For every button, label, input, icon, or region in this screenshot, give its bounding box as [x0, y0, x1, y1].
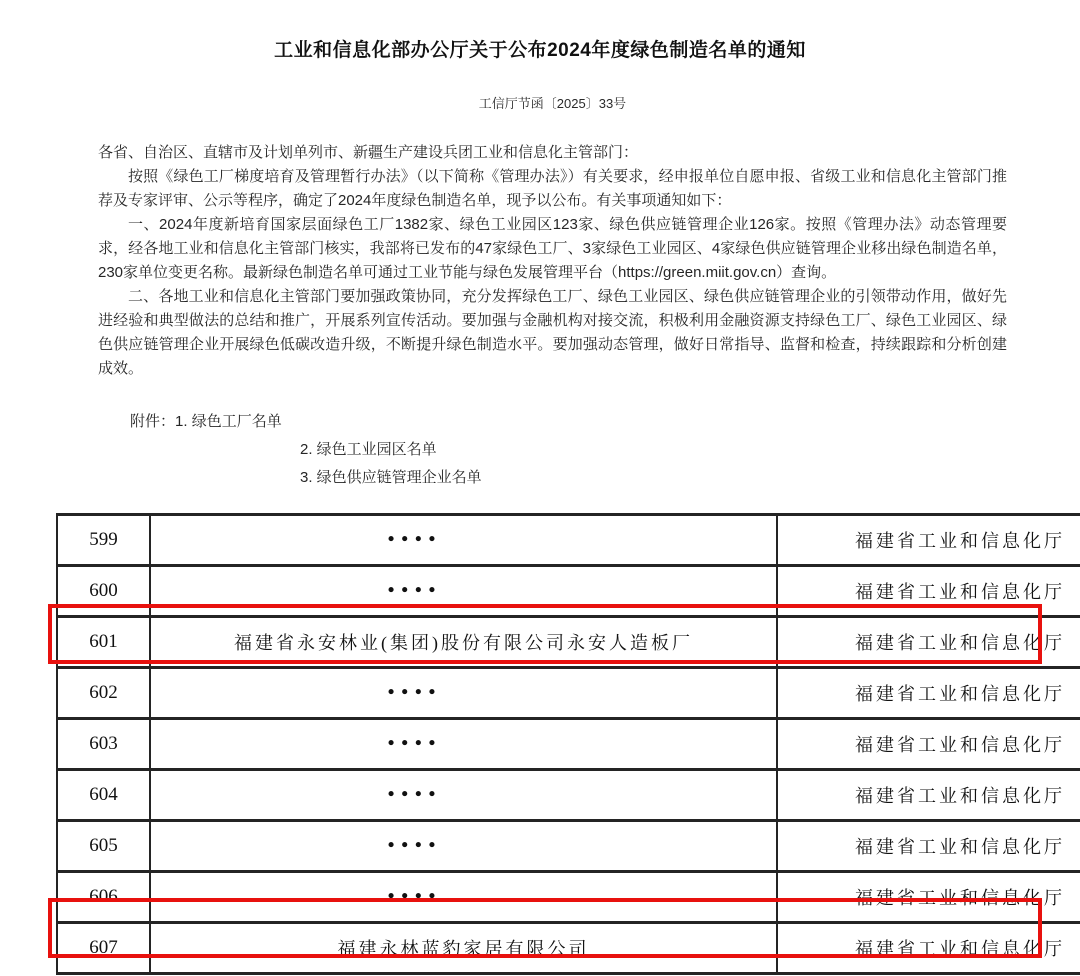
- company-name-cell: ••••: [150, 719, 777, 770]
- company-name-cell: ••••: [150, 668, 777, 719]
- attachment-item-3: 3. 绿色供应链管理企业名单: [300, 469, 482, 486]
- table-row: [57, 770, 1080, 821]
- company-name-cell: ••••: [150, 821, 777, 872]
- attachment-line-1: [130, 409, 1080, 434]
- province-department-cell: 福建省工业和信息化厅: [777, 821, 1080, 872]
- company-name-cell: ••••: [150, 566, 777, 617]
- table-row: [57, 668, 1080, 719]
- row-number-cell: 604: [57, 770, 150, 821]
- salutation-line: 各省、自治区、直辖市及计划单列市、新疆生产建设兵团工业和信息化主管部门：: [98, 144, 639, 161]
- body-paragraph-3: 二、各地工业和信息化主管部门要加强政策协同，充分发挥绿色工厂、绿色工业园区、绿色供应链管理企业的引领带动作用，做好先进经验和典型做法的总结和推广，开展系列宣传活动。要加强与金融机构对接交流，积极利用金融资源支持绿色工厂、绿色工业园区、绿色供应链管理企业开展绿色低碳改造升级，不断提升绿色制造水平。要加强动态管理，做好日常指导、监督和检查，持续跟踪和分析创建成效。: [98, 288, 1007, 377]
- company-name-cell: 福建省永安林业(集团)股份有限公司永安人造板厂: [150, 617, 777, 668]
- row-number-cell: 602: [57, 668, 150, 719]
- table-row: [57, 566, 1080, 617]
- table-row: [57, 617, 1080, 668]
- table-row: [57, 515, 1080, 566]
- province-department-cell: 福建省工业和信息化厅: [777, 770, 1080, 821]
- green-manufacturing-list-table: [56, 513, 1080, 975]
- province-department-cell: 福建省工业和信息化厅: [777, 566, 1080, 617]
- row-number-cell: 605: [57, 821, 150, 872]
- table-row: [57, 821, 1080, 872]
- document-number: 工信厅节函〔2025〕33号: [478, 96, 627, 111]
- company-name-cell: 福建永林蓝豹家居有限公司: [150, 923, 777, 974]
- province-department-cell: 福建省工业和信息化厅: [777, 923, 1080, 974]
- document-body: [98, 141, 1007, 381]
- province-department-cell: 福建省工业和信息化厅: [777, 872, 1080, 923]
- row-number-cell: 603: [57, 719, 150, 770]
- province-department-cell: 福建省工业和信息化厅: [777, 719, 1080, 770]
- table-row: [57, 719, 1080, 770]
- row-number-cell: 607: [57, 923, 150, 974]
- row-number-cell: 599: [57, 515, 150, 566]
- row-number-cell: 606: [57, 872, 150, 923]
- company-name-cell: ••••: [150, 872, 777, 923]
- row-number-cell: 600: [57, 566, 150, 617]
- row-number-cell: 601: [57, 617, 150, 668]
- province-department-cell: 福建省工业和信息化厅: [777, 617, 1080, 668]
- company-name-cell: ••••: [150, 770, 777, 821]
- green-list-table-body: [57, 515, 1080, 974]
- body-paragraph-1: 按照《绿色工厂梯度培育及管理暂行办法》（以下简称《管理办法》）有关要求，经申报单位自愿申报、省级工业和信息化主管部门推荐及专家评审、公示等程序，确定了2024年度绿色制造名单，现予以公布。有关事项通知如下：: [98, 168, 1007, 209]
- table-row: [57, 923, 1080, 974]
- attachment-item-1: 1. 绿色工厂名单: [175, 413, 282, 430]
- body-paragraph-2: 一、2024年度新培育国家层面绿色工厂1382家、绿色工业园区123家、绿色供应链管理企业126家。按照《管理办法》动态管理要求，经各地工业和信息化主管部门核实，我部将已发布的47家绿色工厂、3家绿色工业园区、4家绿色供应链管理企业移出绿色制造名单，230家单位变更名称。最新绿色制造名单可通过工业节能与绿色发展管理平台（https://green.miit.gov.cn）查询。: [98, 216, 1007, 281]
- company-name-cell: ••••: [150, 515, 777, 566]
- document-title: 工业和信息化部办公厅关于公布2024年度绿色制造名单的通知: [274, 39, 806, 61]
- table-row: [57, 872, 1080, 923]
- province-department-cell: 福建省工业和信息化厅: [777, 668, 1080, 719]
- province-department-cell: 福建省工业和信息化厅: [777, 515, 1080, 566]
- attachments-label: 附件：: [130, 413, 176, 430]
- attachment-item-2: 2. 绿色工业园区名单: [300, 441, 437, 458]
- attachments-section: [0, 409, 1080, 490]
